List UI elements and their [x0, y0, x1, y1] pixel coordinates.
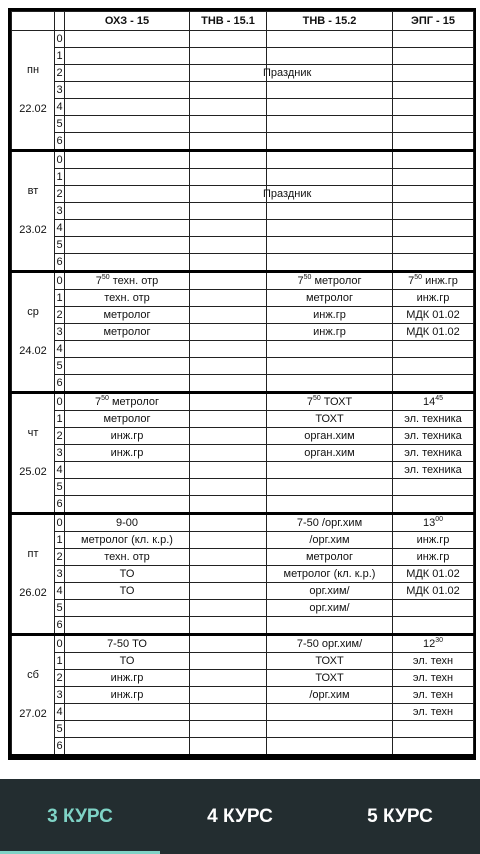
lesson-number: 6	[55, 254, 65, 272]
class-cell	[393, 99, 474, 116]
class-cell: МДК 01.02	[393, 583, 474, 600]
class-cell	[65, 169, 190, 186]
lesson-number: 4	[55, 583, 65, 600]
class-cell	[267, 341, 393, 358]
class-cell	[65, 600, 190, 617]
class-cell: техн. отр	[65, 549, 190, 566]
schedule-row	[12, 704, 474, 721]
class-cell	[190, 307, 267, 324]
class-cell: метролог	[65, 411, 190, 428]
class-cell	[65, 738, 190, 756]
schedule-row	[12, 151, 474, 169]
schedule-row	[12, 169, 474, 186]
class-cell	[65, 99, 190, 116]
class-cell	[65, 220, 190, 237]
class-cell	[190, 324, 267, 341]
schedule-table	[11, 11, 474, 757]
schedule-row	[12, 48, 474, 65]
class-cell: ТОХТ	[267, 653, 393, 670]
class-cell: инж.гр	[393, 532, 474, 549]
schedule-row	[12, 307, 474, 324]
schedule-row	[12, 341, 474, 358]
class-cell	[190, 532, 267, 549]
class-cell	[267, 462, 393, 479]
class-cell	[267, 82, 393, 99]
class-cell	[267, 203, 393, 220]
class-cell: метролог (кл. к.р.)	[65, 532, 190, 549]
class-cell	[190, 82, 267, 99]
schedule-row	[12, 254, 474, 272]
schedule-row	[12, 600, 474, 617]
class-cell	[393, 237, 474, 254]
column-header: ЭПГ - 15	[393, 12, 474, 31]
day-date: 24.02	[19, 345, 47, 357]
class-cell	[190, 653, 267, 670]
lesson-number: 3	[55, 324, 65, 341]
lesson-number: 5	[55, 479, 65, 496]
schedule-row	[12, 99, 474, 116]
class-cell	[267, 738, 393, 756]
class-cell	[190, 203, 267, 220]
class-cell	[65, 375, 190, 393]
class-cell: эл. техника	[393, 445, 474, 462]
class-cell: $7^{50}$ техн. отр	[65, 272, 190, 290]
class-cell: 7-50 /орг.хим	[267, 514, 393, 532]
class-cell	[190, 721, 267, 738]
class-cell	[190, 617, 267, 635]
class-cell	[190, 358, 267, 375]
class-cell	[190, 704, 267, 721]
class-cell	[190, 48, 267, 65]
schedule-row	[12, 479, 474, 496]
class-cell	[393, 738, 474, 756]
schedule-row	[12, 82, 474, 99]
column-header: ОХЗ - 15	[65, 12, 190, 31]
class-cell	[267, 116, 393, 133]
lesson-number: 0	[55, 31, 65, 48]
class-cell	[393, 600, 474, 617]
class-cell	[393, 169, 474, 186]
lesson-number: 2	[55, 670, 65, 687]
class-cell	[190, 635, 267, 653]
class-cell	[65, 704, 190, 721]
schedule-row	[12, 617, 474, 635]
class-cell: ТОХТ	[267, 670, 393, 687]
class-cell	[65, 358, 190, 375]
class-cell	[393, 31, 474, 48]
class-cell	[65, 203, 190, 220]
tab-4-kurs[interactable]: 4 КУРС	[207, 806, 273, 827]
class-cell	[190, 186, 267, 203]
class-cell	[393, 617, 474, 635]
class-cell	[190, 738, 267, 756]
lesson-number: 0	[55, 635, 65, 653]
lesson-number: 4	[55, 99, 65, 116]
schedule-row	[12, 670, 474, 687]
class-cell: $12^{30}$	[393, 635, 474, 653]
schedule-row	[12, 31, 474, 48]
day-cell	[12, 635, 55, 756]
class-cell	[393, 254, 474, 272]
lesson-number: 4	[55, 462, 65, 479]
tab-3-kurs[interactable]: 3 КУРС	[0, 779, 160, 854]
class-cell: МДК 01.02	[393, 324, 474, 341]
class-cell: $14^{45}$	[393, 393, 474, 411]
lesson-number: 0	[55, 514, 65, 532]
class-cell: метролог	[65, 307, 190, 324]
class-cell	[190, 600, 267, 617]
class-cell: эл. техника	[393, 411, 474, 428]
class-cell	[267, 721, 393, 738]
class-cell	[190, 566, 267, 583]
class-cell: ТОХТ	[267, 411, 393, 428]
class-cell: /орг.хим	[267, 687, 393, 704]
lesson-number: 5	[55, 721, 65, 738]
schedule-row	[12, 635, 474, 653]
class-cell	[393, 151, 474, 169]
schedule-row	[12, 445, 474, 462]
schedule-row	[12, 721, 474, 738]
class-cell: техн. отр	[65, 290, 190, 307]
day-name: чт	[27, 427, 39, 439]
day-date: 26.02	[19, 587, 47, 599]
class-cell	[393, 116, 474, 133]
class-cell	[190, 496, 267, 514]
schedule-row	[12, 462, 474, 479]
class-cell: МДК 01.02	[393, 566, 474, 583]
class-cell	[190, 462, 267, 479]
class-cell: эл. техника	[393, 428, 474, 445]
day-name: вт	[27, 185, 39, 197]
class-cell	[65, 496, 190, 514]
class-cell	[267, 617, 393, 635]
day-date: 23.02	[19, 224, 47, 236]
schedule-row	[12, 116, 474, 133]
class-cell	[65, 341, 190, 358]
lesson-number: 3	[55, 445, 65, 462]
column-header: ТНВ - 15.1	[190, 12, 267, 31]
schedule-row	[12, 220, 474, 237]
day-cell	[12, 31, 55, 151]
day-date: 22.02	[19, 103, 47, 115]
class-cell	[267, 169, 393, 186]
schedule-row	[12, 653, 474, 670]
class-cell	[190, 220, 267, 237]
lesson-number: 6	[55, 496, 65, 514]
lesson-number: 6	[55, 738, 65, 756]
day-date: 25.02	[19, 466, 47, 478]
class-cell	[190, 411, 267, 428]
schedule-row	[12, 324, 474, 341]
day-name: сб	[27, 669, 39, 681]
class-cell	[267, 237, 393, 254]
schedule-row	[12, 496, 474, 514]
class-cell	[65, 82, 190, 99]
class-cell: орган.хим	[267, 445, 393, 462]
class-cell	[190, 393, 267, 411]
class-cell: эл. техн	[393, 687, 474, 704]
lesson-number: 3	[55, 687, 65, 704]
schedule-row	[12, 393, 474, 411]
class-cell	[393, 721, 474, 738]
class-cell	[190, 272, 267, 290]
class-cell	[190, 445, 267, 462]
class-cell: орган.хим	[267, 428, 393, 445]
lesson-number: 1	[55, 290, 65, 307]
lesson-number: 5	[55, 116, 65, 133]
lesson-number: 1	[55, 653, 65, 670]
class-cell: эл. техн	[393, 670, 474, 687]
class-cell	[393, 358, 474, 375]
class-cell	[393, 220, 474, 237]
class-cell: инж.гр	[393, 290, 474, 307]
class-cell: $7^{50}$ метролог	[267, 272, 393, 290]
class-cell	[190, 479, 267, 496]
lesson-number: 5	[55, 600, 65, 617]
corner-cell	[12, 12, 55, 31]
class-cell	[190, 65, 267, 82]
class-cell	[267, 220, 393, 237]
class-cell	[190, 254, 267, 272]
lesson-number: 6	[55, 375, 65, 393]
lesson-number: 3	[55, 203, 65, 220]
lesson-number: 6	[55, 133, 65, 151]
class-cell	[190, 549, 267, 566]
schedule-row	[12, 566, 474, 583]
class-cell	[65, 65, 190, 82]
lesson-number: 3	[55, 566, 65, 583]
schedule-row	[12, 687, 474, 704]
day-cell	[12, 272, 55, 393]
lesson-number: 1	[55, 169, 65, 186]
lesson-number: 0	[55, 393, 65, 411]
class-cell	[65, 31, 190, 48]
class-cell: $7^{50}$ ТОХТ	[267, 393, 393, 411]
class-cell: эл. техн	[393, 653, 474, 670]
lesson-number: 2	[55, 428, 65, 445]
class-cell	[393, 341, 474, 358]
class-cell	[65, 48, 190, 65]
class-cell	[393, 203, 474, 220]
class-cell	[267, 358, 393, 375]
class-cell: инж.гр	[267, 307, 393, 324]
class-cell	[267, 254, 393, 272]
class-cell: орг.хим/	[267, 600, 393, 617]
class-cell: эл. техника	[393, 462, 474, 479]
class-cell	[190, 237, 267, 254]
class-cell: 9-00	[65, 514, 190, 532]
class-cell	[65, 133, 190, 151]
class-cell: ТО	[65, 566, 190, 583]
day-cell	[12, 393, 55, 514]
class-cell	[65, 479, 190, 496]
class-cell	[267, 99, 393, 116]
holiday-label: Праздник	[263, 187, 312, 200]
lesson-number: 4	[55, 220, 65, 237]
class-cell	[190, 133, 267, 151]
schedule-row	[12, 428, 474, 445]
class-cell	[65, 151, 190, 169]
class-cell	[393, 479, 474, 496]
schedule-row	[12, 186, 474, 203]
schedule-row	[12, 133, 474, 151]
class-cell: $7^{50}$ метролог	[65, 393, 190, 411]
lesson-number: 4	[55, 341, 65, 358]
schedule-row	[12, 272, 474, 290]
corner-num-cell	[55, 12, 65, 31]
schedule-row	[12, 532, 474, 549]
class-cell: инж.гр	[65, 445, 190, 462]
class-cell	[263, 65, 393, 82]
schedule-row	[12, 514, 474, 532]
class-cell	[65, 186, 190, 203]
class-cell: 7-50 ТО	[65, 635, 190, 653]
class-cell	[267, 375, 393, 393]
day-name: пн	[26, 64, 40, 76]
lesson-number: 1	[55, 411, 65, 428]
class-cell: МДК 01.02	[393, 307, 474, 324]
class-cell	[263, 186, 393, 203]
day-name: пт	[27, 548, 39, 560]
class-cell	[190, 31, 267, 48]
class-cell	[267, 133, 393, 151]
holiday-label: Праздник	[263, 66, 312, 79]
class-cell	[65, 116, 190, 133]
schedule-row	[12, 375, 474, 393]
class-cell: орг.хим/	[267, 583, 393, 600]
day-cell	[12, 514, 55, 635]
class-cell	[393, 65, 474, 82]
lesson-number: 5	[55, 237, 65, 254]
class-cell	[267, 479, 393, 496]
class-cell	[65, 237, 190, 254]
class-cell	[267, 48, 393, 65]
class-cell: инж.гр	[65, 687, 190, 704]
class-cell	[65, 254, 190, 272]
class-cell: эл. техн	[393, 704, 474, 721]
lesson-number: 6	[55, 617, 65, 635]
lesson-number: 0	[55, 272, 65, 290]
schedule-row	[12, 237, 474, 254]
lesson-number: 2	[55, 307, 65, 324]
schedule-row	[12, 290, 474, 307]
day-cell	[12, 151, 55, 272]
class-cell	[65, 721, 190, 738]
class-cell	[267, 704, 393, 721]
class-cell: инж.гр	[65, 428, 190, 445]
class-cell: инж.гр	[267, 324, 393, 341]
class-cell: метролог	[267, 290, 393, 307]
lesson-number: 3	[55, 82, 65, 99]
class-cell	[65, 462, 190, 479]
schedule-row	[12, 583, 474, 600]
schedule-row	[12, 411, 474, 428]
schedule-row	[12, 738, 474, 756]
class-cell	[190, 151, 267, 169]
lesson-number: 1	[55, 532, 65, 549]
class-cell: метролог	[267, 549, 393, 566]
schedule-row	[12, 203, 474, 220]
lesson-number: 4	[55, 704, 65, 721]
class-cell	[267, 496, 393, 514]
class-cell	[267, 31, 393, 48]
column-header: ТНВ - 15.2	[267, 12, 393, 31]
class-cell: $13^{00}$	[393, 514, 474, 532]
class-cell	[190, 687, 267, 704]
lesson-number: 2	[55, 549, 65, 566]
class-cell	[267, 151, 393, 169]
class-cell	[190, 116, 267, 133]
class-cell	[190, 583, 267, 600]
class-cell: метролог (кл. к.р.)	[267, 566, 393, 583]
class-cell: /орг.хим	[267, 532, 393, 549]
tab-5-kurs[interactable]: 5 КУРС	[367, 806, 433, 827]
day-date: 27.02	[19, 708, 47, 720]
class-cell	[393, 496, 474, 514]
class-cell	[393, 186, 474, 203]
class-cell	[190, 290, 267, 307]
class-cell	[393, 82, 474, 99]
bottom-nav	[0, 779, 480, 854]
class-cell	[393, 133, 474, 151]
header-row	[12, 12, 474, 31]
schedule-row	[12, 358, 474, 375]
class-cell	[393, 375, 474, 393]
class-cell: метролог	[65, 324, 190, 341]
class-cell: $7^{50}$ инж.гр	[393, 272, 474, 290]
schedule-table-container	[8, 8, 476, 760]
day-name: ср	[27, 306, 39, 318]
class-cell	[190, 375, 267, 393]
class-cell: инж.гр	[393, 549, 474, 566]
class-cell: 7-50 орг.хим/	[267, 635, 393, 653]
class-cell	[190, 514, 267, 532]
lesson-number: 2	[55, 186, 65, 203]
lesson-number: 2	[55, 65, 65, 82]
class-cell	[393, 48, 474, 65]
lesson-number: 1	[55, 48, 65, 65]
lesson-number: 5	[55, 358, 65, 375]
class-cell: ТО	[65, 583, 190, 600]
class-cell: ТО	[65, 653, 190, 670]
schedule-row	[12, 65, 474, 82]
class-cell	[190, 670, 267, 687]
class-cell	[190, 169, 267, 186]
class-cell	[190, 341, 267, 358]
class-cell: инж.гр	[65, 670, 190, 687]
schedule-row	[12, 549, 474, 566]
lesson-number: 0	[55, 151, 65, 169]
class-cell	[190, 428, 267, 445]
class-cell	[65, 617, 190, 635]
class-cell	[190, 99, 267, 116]
